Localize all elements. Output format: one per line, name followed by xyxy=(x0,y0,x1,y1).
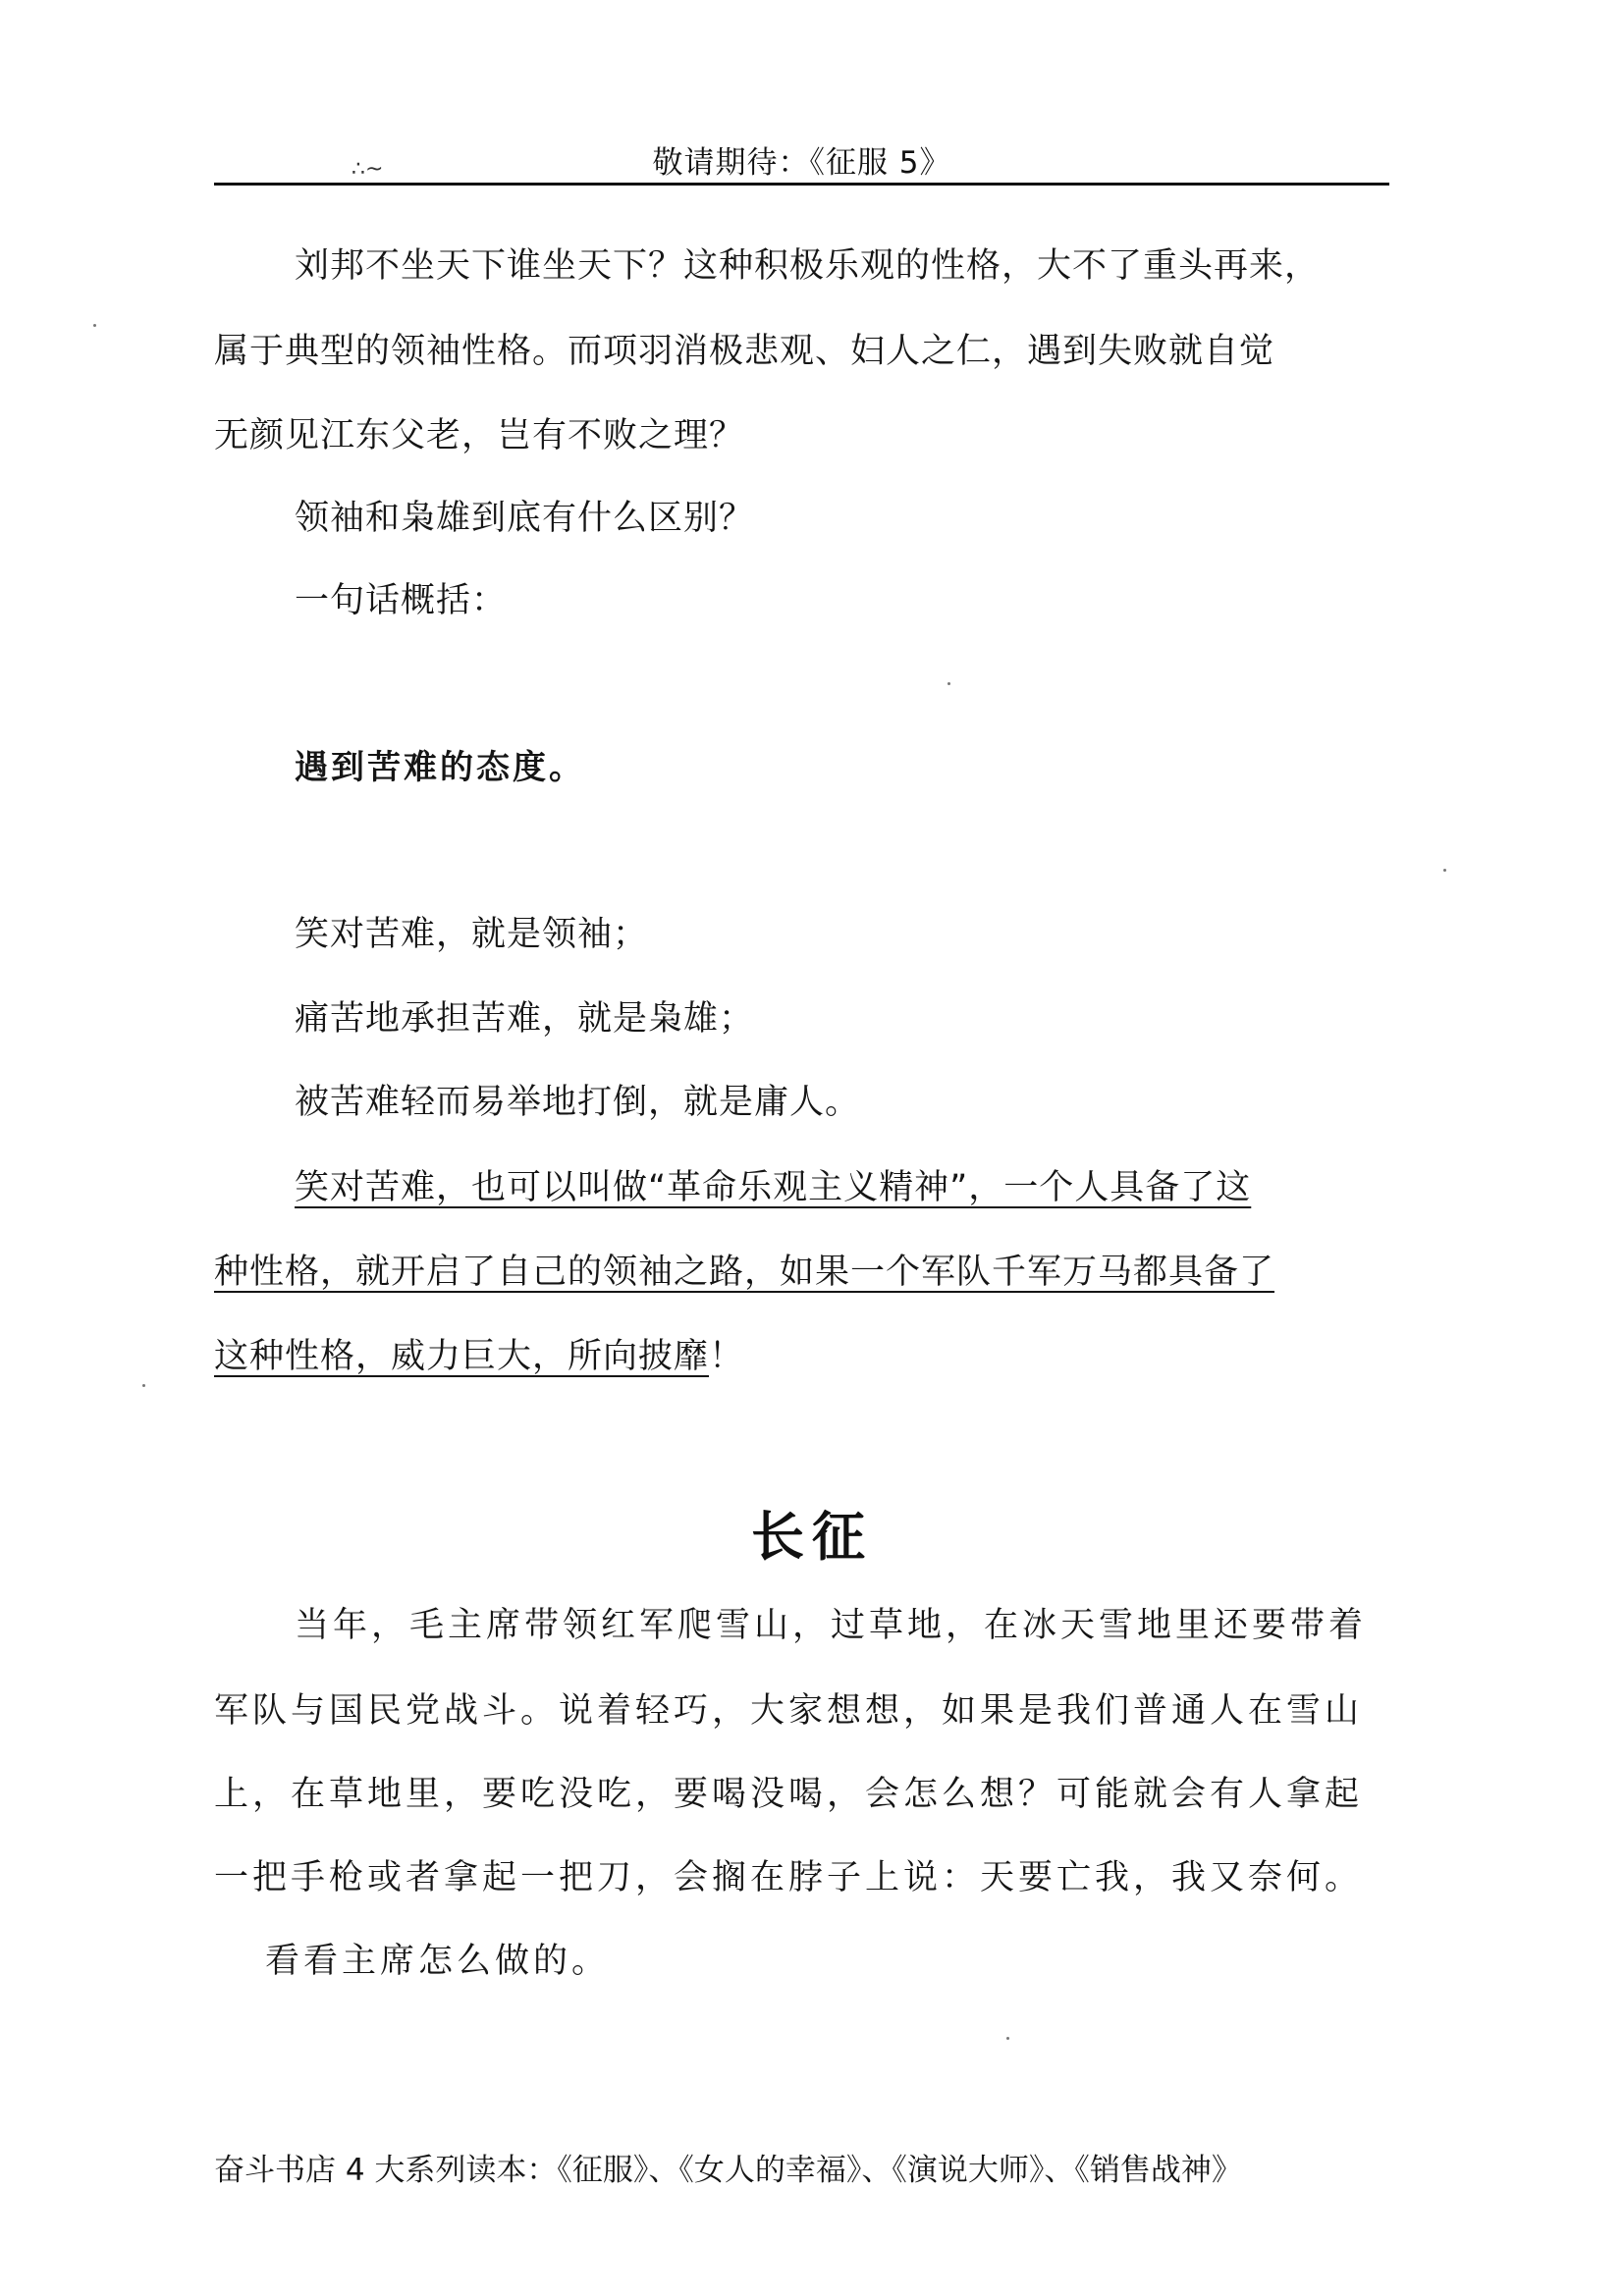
list-item-hero: 痛苦地承担苦难，就是枭雄； xyxy=(295,999,755,1039)
section-line-3: 上，在草地里，要吃没吃，要喝没喝，会怎么想？可能就会有人拿起 xyxy=(214,1775,1364,1814)
question-line: 领袖和枭雄到底有什么区别？ xyxy=(295,499,755,538)
underlined-line-2: 种性格，就开启了自己的领袖之路，如果一个军队千军万马都具备了 xyxy=(214,1253,1275,1292)
page-header xyxy=(214,137,1389,185)
underlined-line-3-tail: ！ xyxy=(709,1337,745,1376)
list-item-mediocre: 被苦难轻而易举地打倒，就是庸人。 xyxy=(295,1083,861,1122)
underlined-line-1: 笑对苦难，也可以叫做“革命乐观主义精神”，一个人具备了这 xyxy=(295,1168,1252,1207)
page-footer: 奋斗书店 4 大系列读本：《征服》、《女人的幸福》、《演说大师》、《销售战神》 xyxy=(214,2153,1242,2188)
paragraph1-line-1: 刘邦不坐天下谁坐天下？这种积极乐观的性格，大不了重头再来， xyxy=(295,246,1321,286)
list-item-leader: 笑对苦难，就是领袖； xyxy=(295,915,649,954)
scan-speck xyxy=(93,324,96,327)
paragraph1-line-3: 无颜见江东父老，岂有不败之理？ xyxy=(214,416,745,455)
summary-intro: 一句话概括： xyxy=(295,581,508,620)
section-line-2: 军队与国民党战斗。说着轻巧，大家想想，如果是我们普通人在雪山 xyxy=(214,1691,1364,1731)
key-phrase: 遇到苦难的态度。 xyxy=(295,748,585,787)
header-title: 敬请期待：《征服 5》 xyxy=(652,145,951,181)
header-mark: ∴~ xyxy=(352,157,384,182)
scan-speck xyxy=(142,1384,145,1387)
underlined-line-3: 这种性格，威力巨大，所向披靡 xyxy=(214,1337,710,1376)
section-line-4: 一把手枪或者拿起一把刀，会搁在脖子上说：天要亡我，我又奈何。 xyxy=(214,1858,1364,1897)
scan-speck xyxy=(1006,2037,1009,2040)
section-line-1: 当年，毛主席带领红军爬雪山，过草地，在冰天雪地里还要带着 xyxy=(295,1606,1368,1645)
underlined-line-3-wrap xyxy=(214,1329,744,1378)
paragraph1-line-2: 属于典型的领袖性格。而项羽消极悲观、妇人之仁，遇到失败就自觉 xyxy=(214,332,1275,371)
header-rule xyxy=(214,183,1389,186)
section-closing: 看看主席怎么做的。 xyxy=(265,1942,611,1981)
scan-speck xyxy=(1443,869,1446,872)
section-title: 长征 xyxy=(751,1505,873,1568)
scan-speck xyxy=(947,682,950,685)
